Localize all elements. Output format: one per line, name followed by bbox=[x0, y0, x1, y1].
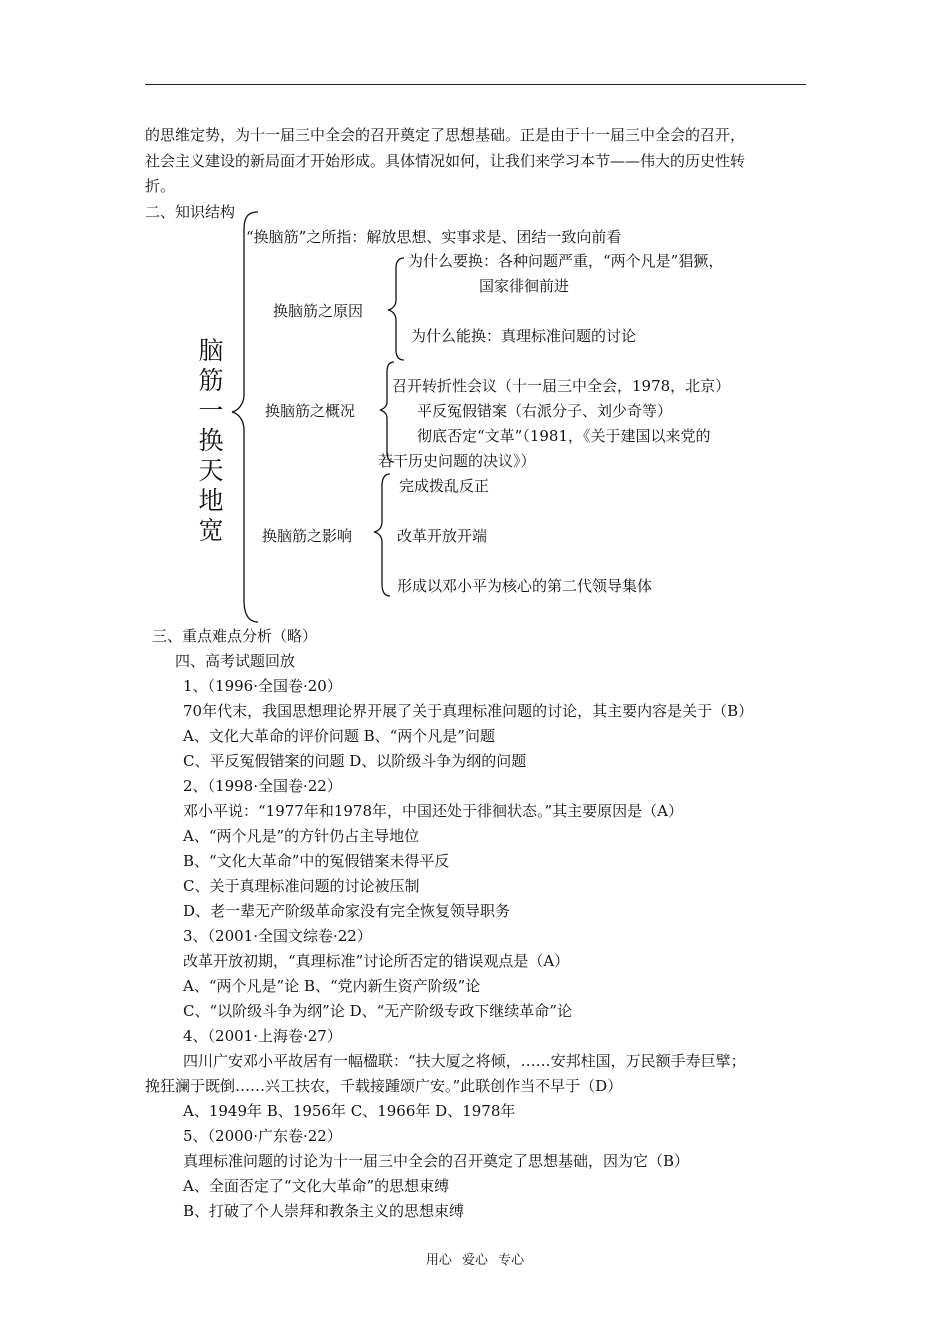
section-exam-review-title: 四、高考试题回放 bbox=[175, 652, 296, 670]
overview-item-3a: 彻底否定“文革”（1981，《关于建国以来党的 bbox=[417, 427, 711, 445]
title-char: 地 bbox=[198, 486, 224, 515]
question-4-stem-2: 挽狂澜于既倒……兴工扶农，千载接踵颂广安。”此联创作当不早于（D） bbox=[145, 1077, 623, 1095]
overview-item-2: 平反冤假错案（右派分子、刘少奇等） bbox=[417, 402, 673, 420]
question-2-option-d: D、老一辈无产阶级革命家没有完全恢复领导职务 bbox=[183, 902, 511, 920]
question-2-option-a: A、“两个凡是”的方针仍占主导地位 bbox=[183, 827, 420, 845]
title-char: 天 bbox=[198, 456, 224, 485]
reason-brace bbox=[388, 258, 404, 360]
title-char: 换 bbox=[198, 426, 224, 455]
impact-item-3: 形成以邓小平为核心的第二代领导集体 bbox=[397, 577, 653, 595]
question-2-source: 2、（1998·全国卷·22） bbox=[183, 777, 342, 795]
section-key-points-title: 三、重点难点分析（略） bbox=[152, 627, 318, 645]
question-1-source: 1、（1996·全国卷·20） bbox=[183, 677, 342, 695]
impact-label: 换脑筋之影响 bbox=[262, 527, 353, 545]
question-1-options-ab: A、文化大革命的评价问题 B、“两个凡是”问题 bbox=[183, 727, 495, 745]
question-2-stem: 邓小平说：“1977年和1978年，中国还处于徘徊状态。”其主要原因是（A） bbox=[183, 802, 684, 820]
question-3-source: 3、（2001·全国文综卷·22） bbox=[183, 927, 372, 945]
reason-why-change-2: 国家徘徊前进 bbox=[479, 277, 570, 295]
definition-text: “换脑筋”之所指：解放思想、实事求是、团结一致向前看 bbox=[246, 228, 622, 246]
impact-item-2: 改革开放开端 bbox=[397, 527, 488, 545]
reason-label: 换脑筋之原因 bbox=[273, 302, 364, 320]
title-char: 一 bbox=[198, 396, 224, 425]
overview-item-1: 召开转折性会议（十一届三中全会，1978，北京） bbox=[392, 377, 731, 395]
question-3-options-cd: C、“以阶级斗争为纲”论 D、“无产阶级专政下继续革命”论 bbox=[183, 1002, 572, 1020]
main-brace bbox=[232, 212, 258, 622]
question-5-option-b: B、打破了个人崇拜和教条主义的思想束缚 bbox=[183, 1202, 465, 1220]
question-4-options: A、1949年 B、1956年 C、1966年 D、1978年 bbox=[183, 1102, 516, 1120]
question-5-source: 5、（2000·广东卷·22） bbox=[183, 1127, 342, 1145]
overview-item-3b: 若干历史问题的决议》） bbox=[378, 452, 536, 470]
title-char: 脑 bbox=[198, 336, 224, 365]
diagram-vertical-title bbox=[196, 336, 226, 546]
overview-label: 换脑筋之概况 bbox=[265, 402, 356, 420]
intro-line-3: 折。 bbox=[145, 177, 176, 195]
question-2-option-c: C、关于真理标准问题的讨论被压制 bbox=[183, 877, 420, 895]
impact-brace bbox=[374, 474, 390, 596]
question-4-stem-1: 四川广安邓小平故居有一幅楹联：“扶大厦之将倾，……安邦柱国，万民额手寿巨擘； bbox=[183, 1052, 746, 1070]
reason-why-change-1: 为什么要换：各种问题严重，“两个凡是”猖獗， bbox=[408, 252, 724, 270]
reason-why-can: 为什么能换：真理标准问题的讨论 bbox=[411, 327, 637, 345]
intro-line-1: 的思维定势，为十一届三中全会的召开奠定了思想基础。正是由于十一届三中全会的召开， bbox=[145, 126, 746, 144]
title-char: 宽 bbox=[198, 516, 224, 545]
question-5-stem: 真理标准问题的讨论为十一届三中全会的召开奠定了思想基础，因为它（B） bbox=[183, 1152, 690, 1170]
question-2-option-b: B、“文化大革命”中的冤假错案未得平反 bbox=[183, 852, 450, 870]
impact-item-1: 完成拨乱反正 bbox=[399, 477, 490, 495]
question-3-options-ab: A、“两个凡是”论 B、“党内新生资产阶级”论 bbox=[183, 977, 481, 995]
page-footer: 用心 爱心 专心 bbox=[425, 1253, 525, 1268]
intro-line-2: 社会主义建设的新局面才开始形成。具体情况如何，让我们来学习本节——伟大的历史性转 bbox=[145, 152, 746, 170]
title-char: 筋 bbox=[198, 366, 224, 395]
question-4-source: 4、（2001·上海卷·27） bbox=[183, 1027, 342, 1045]
question-5-option-a: A、全面否定了“文化大革命”的思想束缚 bbox=[183, 1177, 450, 1195]
question-3-stem: 改革开放初期，“真理标准”讨论所否定的错误观点是（A） bbox=[183, 952, 570, 970]
question-1-options-cd: C、平反冤假错案的问题 D、以阶级斗争为纲的问题 bbox=[183, 752, 527, 770]
question-1-stem: 70年代末，我国思想理论界开展了关于真理标准问题的讨论，其主要内容是关于（B） bbox=[183, 702, 754, 720]
section-knowledge-structure-title: 二、知识结构 bbox=[145, 203, 236, 221]
